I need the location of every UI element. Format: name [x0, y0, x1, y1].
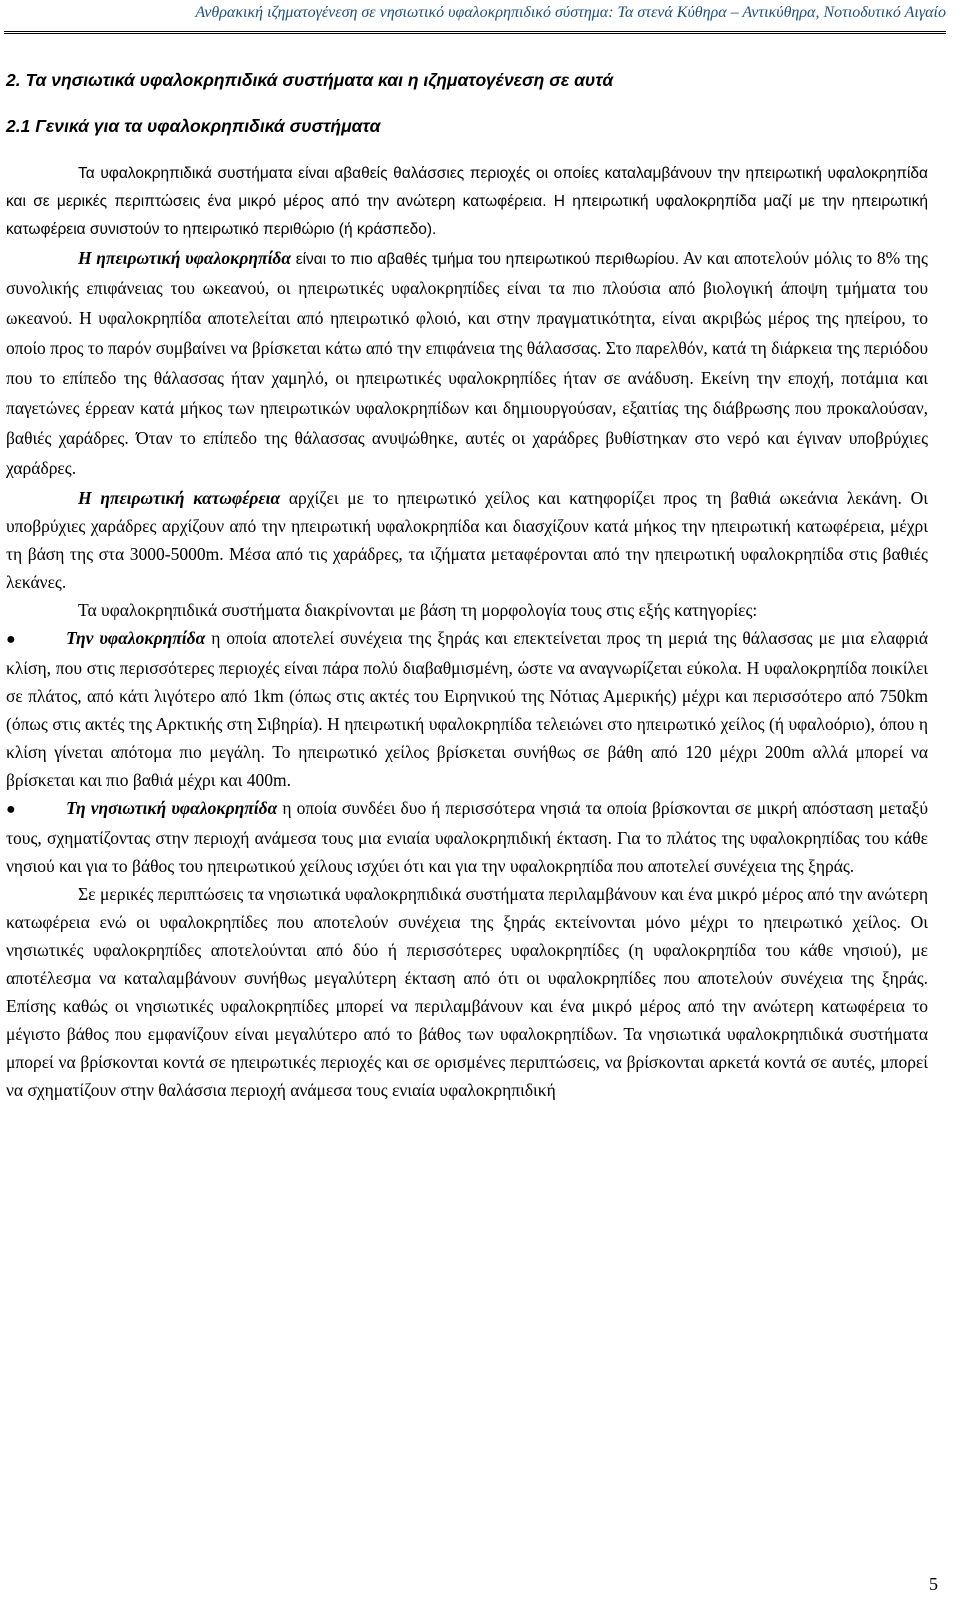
paragraph-categories: Τα υφαλοκρηπιδικά συστήματα διακρίνονται με βάση τη μορφολογία τους στις εξής κατηγορίες: [78, 600, 758, 620]
paragraph-intro: Τα υφαλοκρηπιδικά συστήματα είναι αβαθείς θαλάσσιες περιοχές οι οποίες καταλαμβάνουν την ηπειρωτική υφαλοκρηπίδα και σε μερικές περιπτώσεις ένα μικρό μέρος από την ανώτερη κατωφέρεια. Η ηπειρωτική υφαλοκρηπίδα μαζί με την ηπειρωτική κατωφέρεια συνιστούν το ηπειρωτικό περιθώριο (ή κράσπεδο). [6, 165, 928, 238]
page-body [6, 68, 928, 1104]
page-number: 5 [929, 1574, 938, 1594]
header-divider [4, 31, 946, 34]
term-continental-slope: Η ηπειρωτική κατωφέρεια [78, 488, 281, 508]
running-header: Ανθρακική ιζηματογένεση σε νησιωτικό υφαλοκρηπιδικό σύστημα: Τα στενά Κύθηρα – Αντικύθηρα, Νοτιοδυτικό Αιγαίο [195, 4, 946, 21]
section-heading: 2.1 Γενικά για τα υφαλοκρηπιδικά συστήματα [6, 116, 381, 136]
paragraph-island-systems: Σε μερικές περιπτώσεις τα νησιωτικά υφαλοκρηπιδικά συστήματα περιλαμβάνουν και ένα μικρό μέρος από την ανώτερη κατωφέρεια ενώ οι υφαλοκρηπίδες που αποτελούν συνέχεια της ξηράς εκτείνονται μόνο μέχρι το ηπειρωτικό χείλος. Οι νησιωτικές υφαλοκρηπίδες αποτελούνται από δύο ή περισσότερες υφαλοκρηπίδες (η υφαλοκρηπίδα του κάθε νησιού), με αποτέλεσμα να καταλαμβάνουν συνήθως μεγαλύτερη έκταση από ότι οι υφαλοκρηπίδες που αποτελούν συνέχεια της ξηράς. Επίσης καθώς οι νησιωτικές υφαλοκρηπίδες μπορεί να περιλαμβάνουν και ένα μικρό μέρος από την ανώτερη κατωφέρεια το μέγιστο βάθος που εμφανίζουν είναι μεγαλύτερο από το βάθος των υφαλοκρηπίδων. Τα νησιωτικά υφαλοκρηπιδικά συστήματα μπορεί να βρίσκονται κοντά σε ηπειρωτικές περιοχές και σε ορισμένες περιπτώσεις, να βρίσκονται αρκετά κοντά σε αυτές, μπορεί να σχηματίζουν στην θαλάσσια περιοχή ανάμεσα τους ενιαία υφαλοκρηπιδική [6, 884, 928, 1100]
term-shelf: Την υφαλοκρηπίδα [66, 628, 206, 648]
paragraph-continental-shelf-body: Αν και αποτελούν μόλις το 8% της συνολικής επιφάνειας του ωκεανού, οι ηπειρωτικές υφαλοκρηπίδες είναι τα πιο πλούσια από βιολογική άποψη τμήματα του ωκεανού. Η υφαλοκρηπίδα αποτελείται από ηπειρωτικό φλοιό, και στην πραγματικότητα, είναι ακριβώς μέρος της ηπείρου, το οποίο προς το παρόν συμβαίνει να βρίσκεται κάτω από την επιφάνεια της θάλασσας. Στο παρελθόν, κατά τη διάρκεια της περιόδου που το επίπεδο της θάλασσας ήταν χαμηλό, οι ηπειρωτικές υφαλοκρηπίδες ήταν σε ανάδυση. Εκείνη την εποχή, ποτάμια και παγετώνες έρρεαν κατά μήκος των ηπειρωτικών υφαλοκρηπίδων και δημιουργούσαν, εξαιτίας της διάβρωσης που προκαλούσαν, βαθιές χαράδρες. Όταν το επίπεδο της θάλασσας ανυψώθηκε, αυτές οι χαράδρες βυθίστηκαν στο νερό και έγιναν υποβρύχιες χαράδρες. [6, 248, 928, 478]
bullet-item-island-shelf [6, 794, 928, 880]
bullet-item-island-shelf-body: η οποία συνδέει δυο ή περισσότερα νησιά τα οποία βρίσκονται σε μικρή απόσταση μεταξύ τους, σχηματίζοντας στην περιοχή ανάμεσα τους μια ενιαία υφαλοκρηπιδική έκταση. Για το πλάτος της υφαλοκρηπίδας του κάθε νησιού και για το βάθος του ηπειρωτικού χείλους ισχύει ότι και για την υφαλοκρηπίδα που αποτελεί συνέχεια της ξηράς. [6, 798, 928, 876]
paragraph-continental-shelf [6, 244, 928, 484]
paragraph-continental-slope [6, 484, 928, 596]
bullet-icon: ● [6, 631, 16, 648]
term-continental-shelf: Η ηπειρωτική υφαλοκρηπίδα [78, 248, 292, 268]
bullet-icon: ● [6, 801, 16, 818]
bullet-item-shelf-body: η οποία αποτελεί συνέχεια της ξηράς και επεκτείνεται προς τη μεριά της θάλασσας με μια ελαφριά κλίση, που στις περισσότερες περιοχές είναι πάρα πολύ διαβαθμισμένη, ώστε να αναγνωρίζεται εύκολα. Η υφαλοκρηπίδα ποικίλει σε πλάτος, από κάτι λιγότερο από 1km (όπως στις ακτές του Ειρηνικού της Νότιας Αμερικής) μέχρι και περισσότερο από 750km (όπως στις ακτές της Αρκτικής στη Σιβηρία). Η ηπειρωτική υφαλοκρηπίδα τελειώνει στο ηπειρωτικό χείλος (ή υφαλοόριο), όπου η κλίση γίνεται απότομα πιο μεγάλη. Το ηπειρωτικό χείλος βρίσκεται συνήθως σε βάθη από 120 μέχρι 200m αλλά μπορεί να βρίσκεται και πιο βαθιά μέχρι και 400m. [6, 628, 928, 790]
chapter-heading: 2. Τα νησιωτικά υφαλοκρηπιδικά συστήματα και η ιζηματογένεση σε αυτά [6, 70, 614, 90]
paragraph-continental-slope-body: αρχίζει με το ηπειρωτικό χείλος και κατηφορίζει προς τη βαθιά ωκεάνια λεκάνη. Οι υποβρύχιες χαράδρες αρχίζουν από την ηπειρωτική υφαλοκρηπίδα και διασχίζουν κατά μήκος την ηπειρωτική κατωφέρεια, μέχρι τη βάση της στα 3000-5000m. Μέσα από τις χαράδρες, τα ιζήματα μεταφέρονται από την ηπειρωτική υφαλοκρηπίδα στις βαθιές λεκάνες. [6, 488, 928, 592]
term-island-shelf: Τη νησιωτική υφαλοκρηπίδα [66, 798, 278, 818]
paragraph-continental-shelf-definition: είναι το πιο αβαθές τμήμα του ηπειρωτικού περιθωρίου. [291, 251, 680, 268]
bullet-item-shelf [6, 624, 928, 794]
